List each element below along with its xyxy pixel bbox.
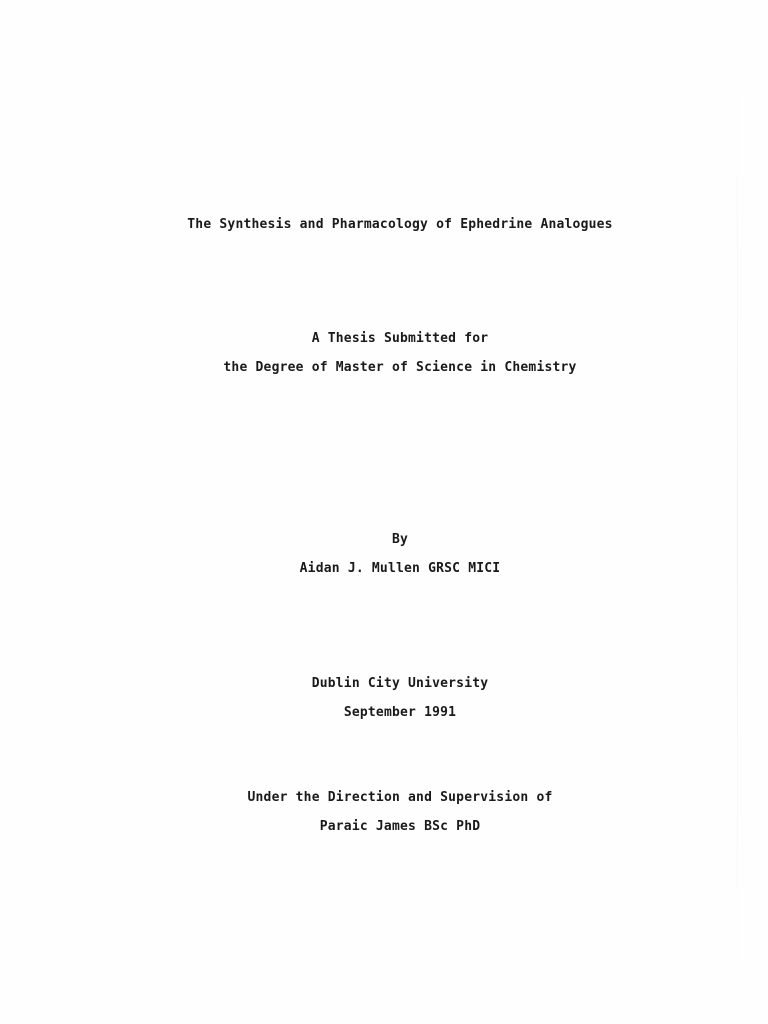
by-label: By (391, 532, 409, 547)
supervisor-name: Paraic James BSc PhD (319, 819, 481, 834)
supervision-line: Under the Direction and Supervision of (247, 790, 553, 805)
submission-line-2: the Degree of Master of Science in Chemistry (223, 360, 577, 375)
thesis-title: The Synthesis and Pharmacology of Ephedrine Analogues (187, 217, 613, 232)
university-name: Dublin City University (311, 676, 489, 691)
submission-date: September 1991 (343, 705, 457, 720)
author-name: Aidan J. Mullen GRSC MICI (299, 561, 501, 576)
submission-line-1: A Thesis Submitted for (311, 331, 489, 346)
scan-edge-shadow (737, 40, 738, 1020)
